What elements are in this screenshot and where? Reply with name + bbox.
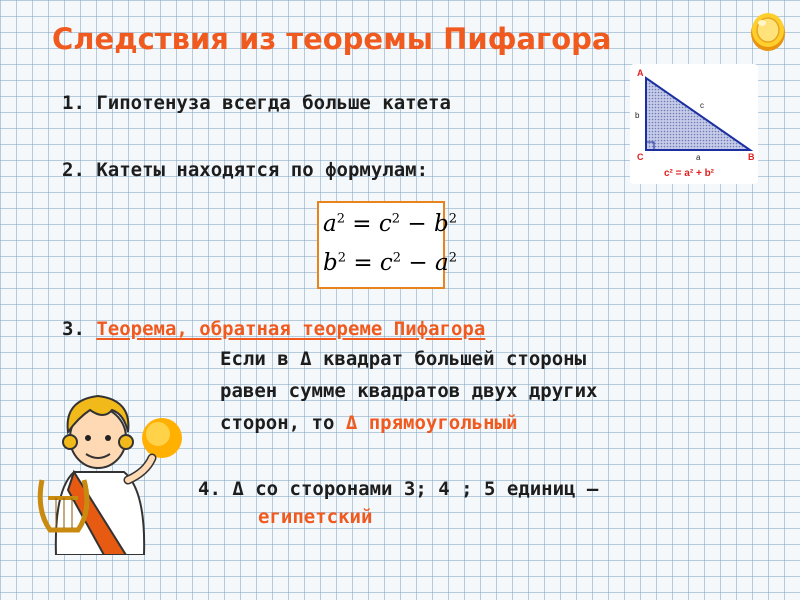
item3-line3-prefix: сторон, то	[220, 412, 346, 434]
gold-coin-icon	[748, 8, 788, 54]
pythagoras-cartoon-illustration	[34, 380, 184, 555]
item3-title: Теорема, обратная теореме Пифагора	[96, 318, 486, 340]
item3-line1: Если в Δ квадрат большей стороны	[220, 348, 587, 370]
item-hypotenuse: 1. Гипотенуза всегда больше катета	[62, 92, 451, 114]
vertex-b-label: B	[748, 152, 755, 162]
item3-number: 3.	[62, 318, 85, 340]
pythagoras-caption: c² = a² + b²	[664, 168, 715, 179]
formula-b-squared: $b^2 = c^2 - a^2$	[323, 250, 457, 276]
item3-line3	[220, 412, 517, 434]
right-triangle-figure	[630, 64, 758, 184]
item3-right-triangle: Δ прямоугольный	[345, 412, 518, 434]
formula-box	[317, 201, 457, 289]
triangle-diagram	[630, 64, 758, 184]
side-b-label: b	[635, 111, 640, 120]
triangle-shape	[646, 78, 750, 150]
item3-line2: равен сумме квадратов двух других	[220, 380, 598, 402]
formula-a-squared: $a^2 = c^2 - b^2$	[323, 211, 457, 237]
item-legs-formula: 2. Катеты находятся по формулам:	[62, 159, 429, 181]
vertex-c-label: C	[637, 152, 644, 162]
item-converse-theorem	[62, 318, 485, 340]
side-c-label: c	[700, 101, 704, 110]
vertex-a-label: A	[637, 68, 644, 78]
item-egyptian-line1: 4. Δ со сторонами 3; 4 ; 5 единиц –	[198, 478, 599, 500]
item-egyptian-line2: египетский	[258, 506, 373, 528]
side-a-label: a	[696, 153, 701, 162]
slide-title: Следствия из теоремы Пифагора	[52, 22, 612, 56]
